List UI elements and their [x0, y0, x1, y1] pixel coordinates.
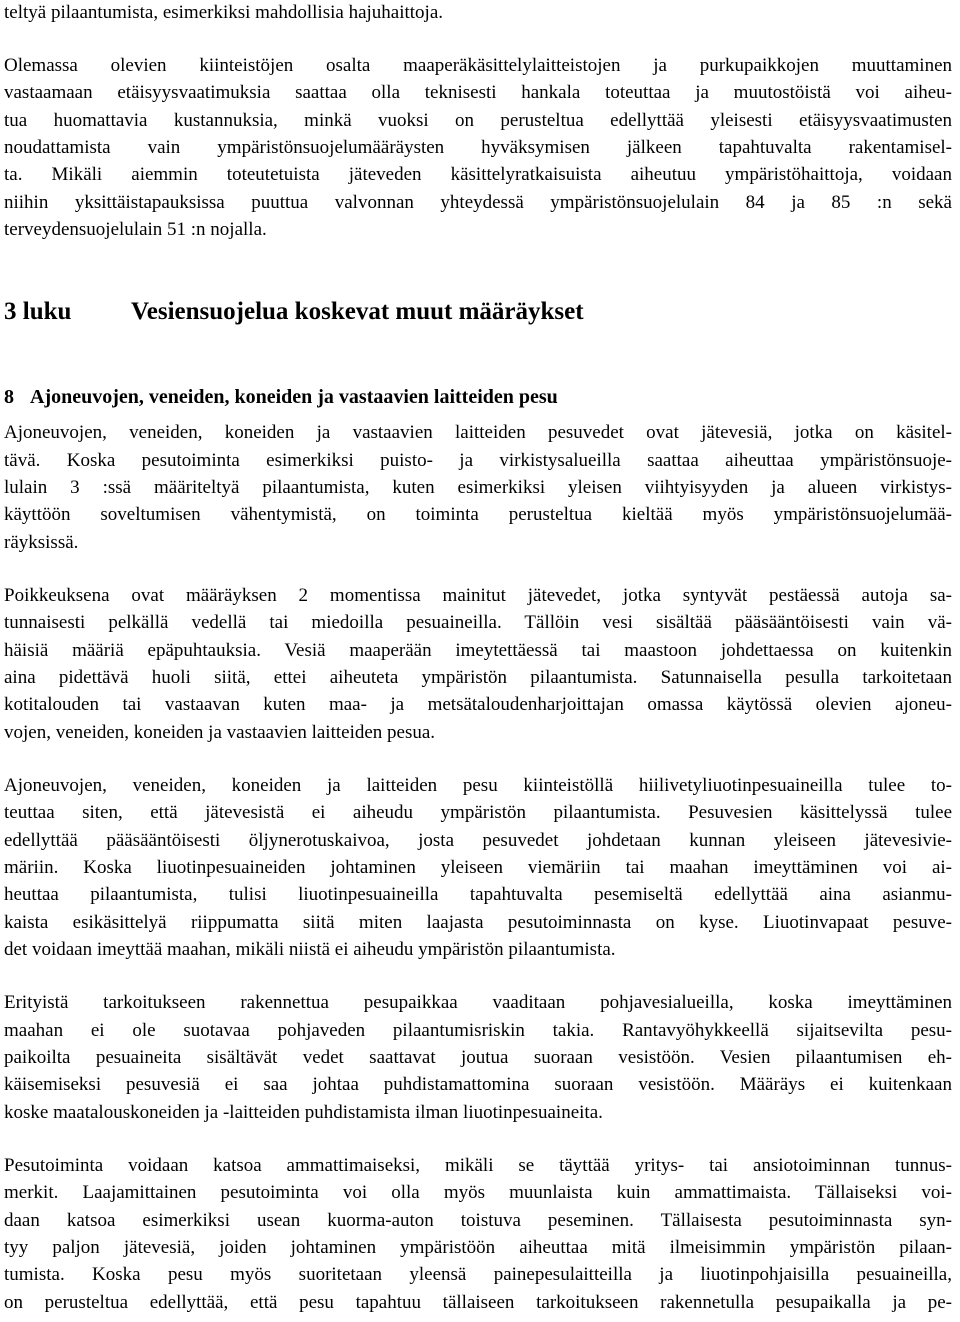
- text-line: vojen, veneiden, koneiden ja vastaavien laitteiden pesua.: [4, 722, 436, 743]
- text-line: tävä. Koska pesutoiminta esimerkiksi puisto- ja virkistysalueilla saattaa aiheuttaa ympäristönsuoje-: [4, 450, 952, 471]
- text-line: kaista esikäsittelyä riippumatta siitä miten laajasta pesutoiminnasta on kyse. Liuotinvapaat pesuve-: [4, 912, 952, 933]
- chapter-title: Vesiensuojelua koskevat muut määräykset: [131, 298, 584, 325]
- text-line: Erityistä tarkoitukseen rakennettua pesupaikkaa vaaditaan pohjavesialueilla, koska imeyttäminen: [4, 992, 952, 1013]
- text-line: daan katsoa esimerkiksi usean kuorma-auton toistuva peseminen. Tällaisesta pesutoiminnasta syn-: [4, 1210, 952, 1231]
- text-line: lulain 3 :ssä määriteltyä pilaantumista, kuten esimerkiksi yleisen viihtyisyyden ja alueen virkistys-: [4, 477, 952, 498]
- text-line: räyksissä.: [4, 532, 79, 553]
- text-line: Olemassa olevien kiinteistöjen osalta maaperäkäsittelylaitteistojen ja purkupaikkojen muuttaminen: [4, 55, 952, 76]
- text-line: tyy paljon jätevesiä, joiden johtaminen ympäristöön aiheuttaa mitä ilmeisimmin ympäristön pilaan-: [4, 1237, 952, 1258]
- text-line: Ajoneuvojen, veneiden, koneiden ja laitteiden pesu kiinteistöllä hiilivetyliuotinpesuaineilla tulee to-: [4, 775, 952, 796]
- text-line: käisemiseksi pesuvesiä ei saa johtaa puhdistamattomina suoraan vesistöön. Määräys ei kuitenkaan: [4, 1074, 952, 1095]
- text-line: aina pidettävä huoli siitä, ettei aiheuteta ympäristön pilaantumista. Satunnaisella pesulla tarkoitetaan: [4, 667, 952, 688]
- text-line: märiin. Koska liuotinpesuaineiden johtaminen yleiseen viemäriin tai maahan imeyttäminen voi ai-: [4, 857, 952, 878]
- text-line: tumista. Koska pesu myös suoritetaan yleensä painepesulaitteilla ja liuotinpohjaisilla pesuaineilla,: [4, 1264, 952, 1285]
- text-line: teltyä pilaantumista, esimerkiksi mahdollisia hajuhaittoja.: [4, 2, 444, 23]
- text-line: edellyttää pääsääntöisesti öljynerotuskaivoa, josta pesuvedet johdetaan kunnan yleiseen jätevesivie-: [4, 830, 952, 851]
- section-heading: [4, 384, 558, 410]
- section-number: 8: [4, 386, 14, 408]
- text-line: häisiä määriä epäpuhtauksia. Vesiä maaperään imeytettäessä tai maastoon johdettaessa on kuitenkin: [4, 640, 952, 661]
- text-line: teuttaa siten, että jätevesistä ei aiheudu ympäristön pilaantumista. Pesuvesien käsittelyssä tulee: [4, 802, 952, 823]
- text-line: niihin yksittäistapauksissa puuttua valvonnan yhteydessä ympäristönsuojelulain 84 ja 85 :n sekä: [4, 192, 952, 213]
- text-line: heuttaa pilaantumista, tulisi liuotinpesuaineilla tapahtuvalta pesemiseltä edellyttää aina asianmu-: [4, 884, 952, 905]
- section-title: Ajoneuvojen, veneiden, koneiden ja vastaavien laitteiden pesu: [30, 386, 558, 408]
- text-line: käyttöön soveltumisen vähentymistä, on toiminta perusteltua kieltää myös ympäristönsuojelumää-: [4, 504, 952, 525]
- text-line: Ajoneuvojen, veneiden, koneiden ja vastaavien laitteiden pesuvedet ovat jätevesiä, jotka on käsitel-: [4, 422, 952, 443]
- text-line: vastaamaan etäisyysvaatimuksia saattaa olla teknisesti hankala toteuttaa ja muutostöistä voi aiheu-: [4, 82, 952, 103]
- text-line: noudattamista vain ympäristönsuojelumääräysten hyväksymisen jälkeen tapahtuvalta rakentamisel-: [4, 137, 952, 158]
- text-line: koske maatalouskoneiden ja -laitteiden puhdistamista ilman liuotinpesuaineita.: [4, 1102, 603, 1123]
- text-line: det voidaan imeyttää maahan, mikäli niistä ei aiheudu ympäristön pilaantumista.: [4, 939, 616, 960]
- chapter-number: 3 luku: [4, 298, 72, 325]
- text-line: kotitalouden tai vastaavan kuten maa- ja metsätaloudenharjoittajan omassa käytössä olevien ajoneu-: [4, 694, 952, 715]
- text-line: on perusteltua edellyttää, että pesu tapahtuu tällaiseen tarkoitukseen rakennetulla pesupaikalla ja pe-: [4, 1292, 952, 1313]
- text-line: Poikkeuksena ovat määräyksen 2 momentissa mainitut jätevedet, jotka syntyvät pestäessä autoja sa-: [4, 585, 952, 606]
- text-line: tua huomattavia kustannuksia, minkä vuoksi on perusteltua edellyttää yleisesti etäisyysvaatimusten: [4, 110, 952, 131]
- text-line: ta. Mikäli aiemmin toteutetuista jäteveden käsittelyratkaisuista aiheutuu ympäristöhaittoja, voidaan: [4, 164, 952, 185]
- text-line: terveydensuojelulain 51 :n nojalla.: [4, 219, 267, 240]
- text-line: maahan ei ole suotavaa pohjaveden pilaantumisriskin takia. Rantavyöhykkeellä sijaitsevilta pesu-: [4, 1020, 952, 1041]
- text-line: tunnaisesti pelkällä vedellä tai miedoilla pesuaineilla. Tällöin vesi sisältää pääsääntöisesti vain vä-: [4, 612, 952, 633]
- chapter-heading: [4, 296, 584, 328]
- text-line: Pesutoiminta voidaan katsoa ammattimaiseksi, mikäli se täyttää yritys- tai ansiotoiminnan tunnus-: [4, 1155, 952, 1176]
- text-line: paikoilta pesuaineita sisältävät vedet saattavat joutua suoraan vesistöön. Vesien pilaantumisen eh-: [4, 1047, 952, 1068]
- text-line: merkit. Laajamittainen pesutoiminta voi olla myös muunlaista kuin ammattimaista. Tällaiseksi voi-: [4, 1182, 952, 1203]
